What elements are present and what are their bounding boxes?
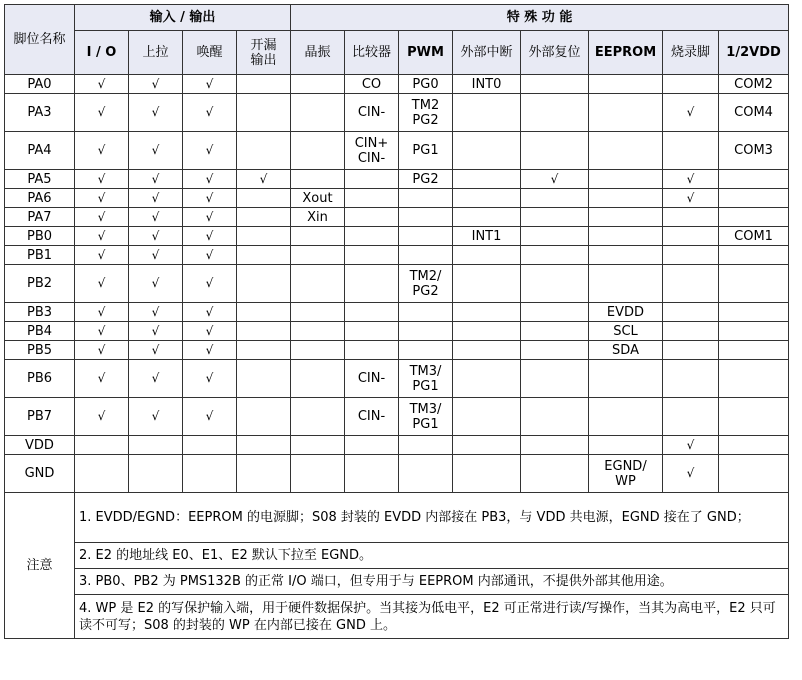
cell-ext-reset (521, 360, 589, 398)
cell-open-drain: √ (237, 170, 291, 189)
cell-io (75, 455, 129, 493)
cell-comparator (345, 170, 399, 189)
pin-name-cell: PB0 (5, 227, 75, 246)
pin-name-cell: PA3 (5, 94, 75, 132)
table-row (5, 208, 789, 227)
cell-eeprom (589, 75, 663, 94)
pin-name-header: 脚位名称 (5, 5, 75, 75)
cell-half-vdd (719, 322, 789, 341)
cell-pull-up: √ (129, 303, 183, 322)
cell-program-pin (663, 360, 719, 398)
cell-open-drain (237, 436, 291, 455)
cell-pull-up: √ (129, 75, 183, 94)
cell-ext-reset (521, 455, 589, 493)
cell-ext-interrupt (453, 341, 521, 360)
cell-half-vdd (719, 208, 789, 227)
cell-open-drain (237, 360, 291, 398)
cell-io: √ (75, 132, 129, 170)
cell-crystal: Xin (291, 208, 345, 227)
column-header-eeprom: EEPROM (589, 31, 663, 75)
cell-pwm (399, 189, 453, 208)
cell-wakeup (183, 455, 237, 493)
column-header-crystal: 晶振 (291, 31, 345, 75)
cell-ext-interrupt (453, 398, 521, 436)
cell-half-vdd (719, 436, 789, 455)
cell-comparator (345, 455, 399, 493)
cell-ext-reset (521, 341, 589, 360)
cell-comparator (345, 322, 399, 341)
cell-eeprom (589, 170, 663, 189)
cell-wakeup: √ (183, 170, 237, 189)
cell-ext-reset (521, 94, 589, 132)
cell-ext-interrupt (453, 208, 521, 227)
column-header-wakeup: 唤醒 (183, 31, 237, 75)
table-row (5, 322, 789, 341)
cell-pull-up: √ (129, 265, 183, 303)
cell-comparator: CIN- (345, 398, 399, 436)
cell-crystal (291, 265, 345, 303)
cell-pwm (399, 341, 453, 360)
header-row-columns (5, 31, 789, 75)
cell-program-pin (663, 322, 719, 341)
cell-program-pin (663, 208, 719, 227)
cell-pull-up: √ (129, 170, 183, 189)
column-header-half-vdd: 1/2VDD (719, 31, 789, 75)
pin-rows (5, 75, 789, 493)
cell-open-drain (237, 455, 291, 493)
cell-pwm (399, 208, 453, 227)
column-header-io: I / O (75, 31, 129, 75)
cell-half-vdd: COM1 (719, 227, 789, 246)
cell-ext-interrupt (453, 170, 521, 189)
cell-wakeup: √ (183, 189, 237, 208)
cell-pwm (399, 322, 453, 341)
pin-name-cell: PA4 (5, 132, 75, 170)
cell-half-vdd (719, 341, 789, 360)
cell-eeprom: EVDD (589, 303, 663, 322)
io-group-header: 输入 / 输出 (75, 5, 291, 31)
cell-eeprom (589, 189, 663, 208)
pin-function-table (4, 4, 789, 639)
cell-ext-reset (521, 189, 589, 208)
cell-pull-up (129, 436, 183, 455)
cell-program-pin (663, 341, 719, 360)
cell-wakeup: √ (183, 303, 237, 322)
cell-ext-interrupt (453, 455, 521, 493)
cell-ext-reset (521, 322, 589, 341)
note-row (5, 569, 789, 595)
cell-half-vdd: COM4 (719, 94, 789, 132)
cell-eeprom: SDA (589, 341, 663, 360)
cell-ext-reset (521, 265, 589, 303)
cell-pwm: TM2 PG2 (399, 94, 453, 132)
cell-ext-interrupt: INT0 (453, 75, 521, 94)
cell-crystal (291, 322, 345, 341)
cell-ext-interrupt (453, 246, 521, 265)
cell-wakeup: √ (183, 341, 237, 360)
cell-open-drain (237, 189, 291, 208)
cell-open-drain (237, 75, 291, 94)
cell-io: √ (75, 322, 129, 341)
cell-pwm: TM3/ PG1 (399, 398, 453, 436)
table-row (5, 170, 789, 189)
note-row (5, 543, 789, 569)
pin-name-cell: PA7 (5, 208, 75, 227)
cell-half-vdd (719, 170, 789, 189)
cell-pwm: TM3/ PG1 (399, 360, 453, 398)
cell-program-pin: √ (663, 455, 719, 493)
cell-eeprom (589, 94, 663, 132)
pin-name-cell: PB2 (5, 265, 75, 303)
cell-io: √ (75, 265, 129, 303)
cell-wakeup (183, 436, 237, 455)
cell-open-drain (237, 265, 291, 303)
cell-open-drain (237, 227, 291, 246)
table-row (5, 265, 789, 303)
cell-open-drain (237, 94, 291, 132)
cell-wakeup: √ (183, 132, 237, 170)
table-row (5, 94, 789, 132)
cell-wakeup: √ (183, 322, 237, 341)
cell-io: √ (75, 75, 129, 94)
cell-pwm (399, 227, 453, 246)
cell-ext-interrupt (453, 436, 521, 455)
cell-pwm (399, 246, 453, 265)
cell-eeprom (589, 208, 663, 227)
cell-program-pin: √ (663, 170, 719, 189)
cell-comparator: CIN- (345, 94, 399, 132)
cell-program-pin: √ (663, 94, 719, 132)
cell-pull-up: √ (129, 94, 183, 132)
cell-io: √ (75, 94, 129, 132)
cell-comparator (345, 227, 399, 246)
cell-comparator: CIN+ CIN- (345, 132, 399, 170)
table-row (5, 360, 789, 398)
cell-comparator (345, 208, 399, 227)
cell-comparator: CIN- (345, 360, 399, 398)
cell-pull-up: √ (129, 398, 183, 436)
cell-half-vdd (719, 398, 789, 436)
cell-crystal (291, 341, 345, 360)
pin-name-cell: PB5 (5, 341, 75, 360)
cell-ext-reset (521, 246, 589, 265)
cell-eeprom: EGND/ WP (589, 455, 663, 493)
cell-ext-reset: √ (521, 170, 589, 189)
cell-wakeup: √ (183, 360, 237, 398)
pin-name-cell: PA5 (5, 170, 75, 189)
cell-half-vdd (719, 360, 789, 398)
cell-ext-interrupt (453, 132, 521, 170)
cell-ext-interrupt (453, 265, 521, 303)
cell-comparator (345, 303, 399, 322)
column-header-program-pin: 烧录脚 (663, 31, 719, 75)
cell-io: √ (75, 341, 129, 360)
cell-io: √ (75, 246, 129, 265)
cell-crystal (291, 436, 345, 455)
table-row (5, 132, 789, 170)
cell-pull-up: √ (129, 227, 183, 246)
cell-program-pin (663, 265, 719, 303)
cell-crystal (291, 75, 345, 94)
cell-pull-up: √ (129, 246, 183, 265)
cell-pwm (399, 436, 453, 455)
cell-ext-reset (521, 398, 589, 436)
table-row (5, 398, 789, 436)
cell-ext-interrupt (453, 322, 521, 341)
cell-io: √ (75, 189, 129, 208)
cell-program-pin (663, 227, 719, 246)
table-row (5, 189, 789, 208)
table-row (5, 303, 789, 322)
cell-pwm: PG2 (399, 170, 453, 189)
note-4: 4. WP 是 E2 的写保护输入端，用于硬件数据保护。当其接为低电平，E2 可正常进行读/写操作，当其为高电平，E2 只可读不可写；S08 的封装的 WP 在内部已接在 GND 上。 (75, 595, 789, 639)
note-row (5, 595, 789, 639)
column-header-ext-interrupt: 外部中断 (453, 31, 521, 75)
cell-wakeup: √ (183, 398, 237, 436)
cell-eeprom (589, 227, 663, 246)
cell-pwm: TM2/ PG2 (399, 265, 453, 303)
table-row (5, 227, 789, 246)
cell-wakeup: √ (183, 208, 237, 227)
table-row (5, 246, 789, 265)
cell-ext-interrupt (453, 303, 521, 322)
cell-half-vdd (719, 246, 789, 265)
cell-io (75, 436, 129, 455)
cell-crystal (291, 227, 345, 246)
cell-program-pin (663, 246, 719, 265)
cell-comparator (345, 436, 399, 455)
pin-function-table-container (4, 4, 798, 639)
cell-eeprom (589, 265, 663, 303)
pin-name-cell: PA0 (5, 75, 75, 94)
header-row-groups (5, 5, 789, 31)
column-header-pwm: PWM (399, 31, 453, 75)
pin-name-cell: GND (5, 455, 75, 493)
pin-name-cell: PB7 (5, 398, 75, 436)
cell-eeprom (589, 246, 663, 265)
cell-program-pin (663, 132, 719, 170)
cell-ext-interrupt (453, 360, 521, 398)
table-row (5, 455, 789, 493)
cell-open-drain (237, 303, 291, 322)
cell-half-vdd (719, 455, 789, 493)
cell-program-pin: √ (663, 189, 719, 208)
pin-name-cell: PB4 (5, 322, 75, 341)
cell-pull-up (129, 455, 183, 493)
special-function-group-header: 特 殊 功 能 (291, 5, 789, 31)
cell-crystal (291, 455, 345, 493)
cell-eeprom (589, 132, 663, 170)
cell-wakeup: √ (183, 75, 237, 94)
notes-label: 注意 (5, 493, 75, 639)
cell-crystal (291, 132, 345, 170)
cell-open-drain (237, 322, 291, 341)
cell-crystal (291, 360, 345, 398)
cell-pwm: PG0 (399, 75, 453, 94)
cell-ext-reset (521, 132, 589, 170)
cell-pull-up: √ (129, 341, 183, 360)
cell-comparator (345, 246, 399, 265)
cell-io: √ (75, 360, 129, 398)
column-header-open-drain: 开漏 输出 (237, 31, 291, 75)
cell-eeprom (589, 398, 663, 436)
cell-open-drain (237, 132, 291, 170)
cell-ext-reset (521, 436, 589, 455)
cell-half-vdd (719, 303, 789, 322)
cell-half-vdd: COM3 (719, 132, 789, 170)
cell-wakeup: √ (183, 265, 237, 303)
pin-name-cell: PB3 (5, 303, 75, 322)
cell-ext-reset (521, 75, 589, 94)
cell-crystal (291, 303, 345, 322)
note-2: 2. E2 的地址线 E0、E1、E2 默认下拉至 EGND。 (75, 543, 789, 569)
cell-crystal (291, 170, 345, 189)
cell-eeprom: SCL (589, 322, 663, 341)
cell-wakeup: √ (183, 94, 237, 132)
cell-io: √ (75, 227, 129, 246)
cell-comparator: CO (345, 75, 399, 94)
cell-io: √ (75, 170, 129, 189)
cell-comparator (345, 341, 399, 360)
cell-wakeup: √ (183, 246, 237, 265)
cell-program-pin (663, 303, 719, 322)
cell-half-vdd: COM2 (719, 75, 789, 94)
table-row (5, 436, 789, 455)
cell-program-pin (663, 398, 719, 436)
note-row (5, 493, 789, 543)
cell-open-drain (237, 208, 291, 227)
cell-pwm (399, 303, 453, 322)
table-row (5, 75, 789, 94)
pin-name-cell: VDD (5, 436, 75, 455)
cell-half-vdd (719, 189, 789, 208)
cell-crystal: Xout (291, 189, 345, 208)
note-1: 1. EVDD/EGND：EEPROM 的电源脚；S08 封装的 EVDD 内部接在 PB3，与 VDD 共电源，EGND 接在了 GND； (75, 493, 789, 543)
cell-eeprom (589, 360, 663, 398)
notes-section (5, 493, 789, 639)
cell-io: √ (75, 208, 129, 227)
cell-pull-up: √ (129, 360, 183, 398)
cell-open-drain (237, 341, 291, 360)
cell-io: √ (75, 303, 129, 322)
cell-ext-interrupt: INT1 (453, 227, 521, 246)
cell-ext-reset (521, 303, 589, 322)
cell-program-pin (663, 75, 719, 94)
pin-name-cell: PB1 (5, 246, 75, 265)
cell-crystal (291, 94, 345, 132)
note-3: 3. PB0、PB2 为 PMS132B 的正常 I/O 端口，但专用于与 EEPROM 内部通讯，不提供外部其他用途。 (75, 569, 789, 595)
cell-pull-up: √ (129, 189, 183, 208)
cell-open-drain (237, 398, 291, 436)
cell-program-pin: √ (663, 436, 719, 455)
cell-ext-reset (521, 208, 589, 227)
pin-name-cell: PA6 (5, 189, 75, 208)
cell-pull-up: √ (129, 322, 183, 341)
cell-ext-interrupt (453, 94, 521, 132)
pin-name-cell: PB6 (5, 360, 75, 398)
cell-half-vdd (719, 265, 789, 303)
cell-io: √ (75, 398, 129, 436)
cell-comparator (345, 189, 399, 208)
cell-pull-up: √ (129, 208, 183, 227)
cell-pull-up: √ (129, 132, 183, 170)
cell-crystal (291, 246, 345, 265)
cell-pwm (399, 455, 453, 493)
cell-comparator (345, 265, 399, 303)
cell-eeprom (589, 436, 663, 455)
cell-pwm: PG1 (399, 132, 453, 170)
column-header-pull-up: 上拉 (129, 31, 183, 75)
cell-crystal (291, 398, 345, 436)
column-header-comparator: 比较器 (345, 31, 399, 75)
table-row (5, 341, 789, 360)
cell-wakeup: √ (183, 227, 237, 246)
cell-open-drain (237, 246, 291, 265)
cell-ext-reset (521, 227, 589, 246)
cell-ext-interrupt (453, 189, 521, 208)
column-header-ext-reset: 外部复位 (521, 31, 589, 75)
